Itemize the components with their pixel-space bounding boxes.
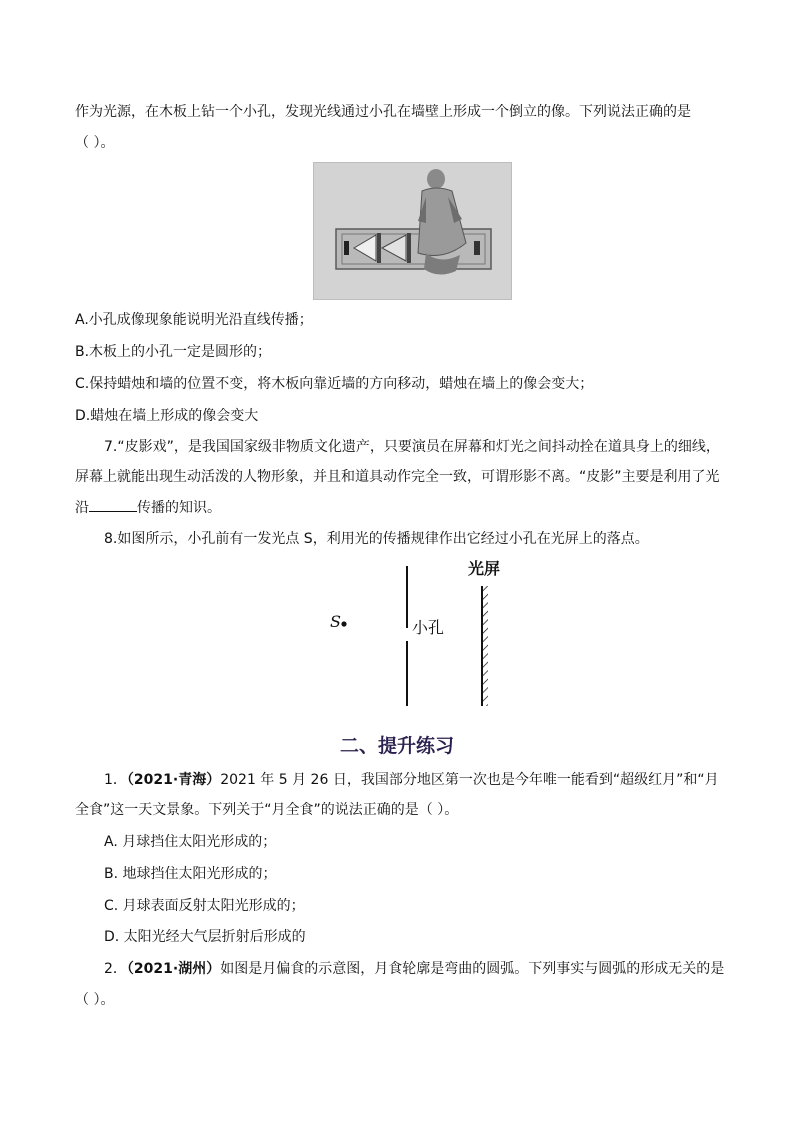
practice-1-option-a: A. 月球挡住太阳光形成的； [104, 834, 277, 850]
practice-1-number: 1． [104, 772, 127, 788]
practice-1-option-b: B. 地球挡住太阳光形成的； [104, 866, 277, 882]
hole-label: 小孔 [412, 618, 445, 637]
pinhole-illustration-image [313, 162, 512, 300]
question-7-line3 [75, 497, 221, 518]
question-6-option-b: B.木板上的小孔一定是圆形的； [75, 344, 272, 360]
question-8-text: 8.如图所示，小孔前有一发光点 S，利用光的传播规律作出它经过小孔在光屏上的落点。 [104, 531, 649, 547]
section-title: 二、提升练习 [339, 735, 454, 757]
practice-2-number: 2． [104, 961, 127, 977]
screen-label: 光屏 [468, 559, 501, 578]
question-6-stem-line1: 作为光源，在木板上钻一个小孔，发现光线通过小孔在墙壁上形成一个倒立的像。下列说法正确的是 [75, 104, 691, 120]
practice-1-option-c: C. 月球表面反射太阳光形成的； [104, 898, 305, 914]
question-6-option-a: A.小孔成像现象能说明光沿直线传播； [75, 312, 313, 328]
pinhole-diagram [320, 558, 520, 713]
practice-1-source: （2021·青海） [126, 772, 221, 788]
question-6-option-c: C.保持蜡烛和墙的位置不变，将木板向靠近墙的方向移动，蜡烛在墙上的像会变大； [75, 376, 594, 392]
practice-2-source: （2021·湖州） [126, 961, 221, 977]
question-6-option-d: D.蜡烛在墙上形成的像会变大 [75, 408, 259, 424]
question-7-line1: 7.“皮影戏”，是我国国家级非物质文化遗产，只要演员在屏幕和灯光之间抖动拴在道具身上的细线， [104, 439, 720, 455]
practice-2-line1 [104, 959, 724, 979]
question-7-line3-after: 传播的知识。 [137, 500, 221, 516]
question-6-stem-line2: （ ）。 [75, 135, 115, 151]
light-screen-hatching [482, 586, 488, 706]
point-s-label: S [330, 612, 341, 631]
practice-2-line1-text: 如图是月偏食的示意图，月食轮廓是弯曲的圆弧。下列事实与圆弧的形成无关的是 [220, 961, 725, 977]
practice-1-line1-text: 2021 年 5 月 26 日，我国部分地区第一次也是今年唯一能看到“超级红月”和“月 [220, 772, 719, 788]
question-7-line2: 屏幕上就能出现生动活泼的人物形象，并且和道具动作完全一致，可谓形影不离。“皮影”主要是利用了光 [75, 469, 720, 485]
practice-2-line2: （ ）。 [75, 992, 115, 1008]
practice-1-line2: 全食”这一天文景象。下列关于“月全食”的说法正确的是（ ）。 [75, 802, 459, 818]
point-s-dot [341, 621, 346, 626]
question-7-line3-before: 沿 [75, 500, 89, 516]
practice-1-option-d: D. 太阳光经大气层折射后形成的 [104, 929, 306, 945]
answer-blank [89, 497, 137, 512]
practice-1-line1 [104, 770, 719, 790]
